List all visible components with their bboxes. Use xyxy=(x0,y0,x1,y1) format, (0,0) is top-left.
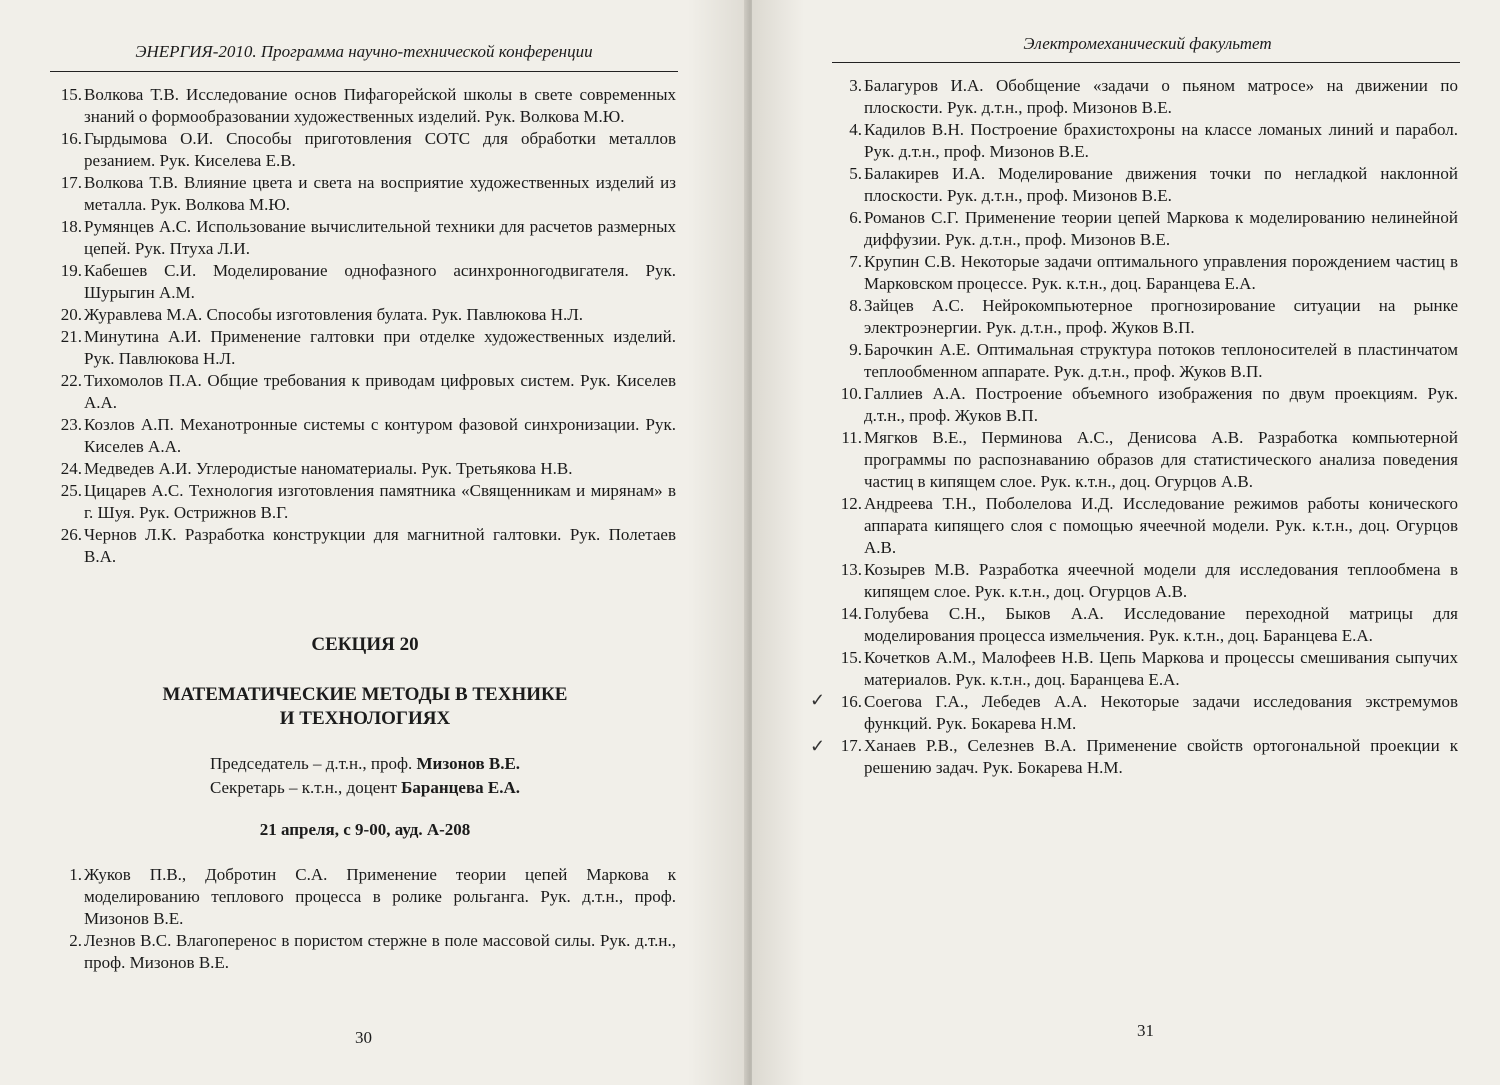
entry-number: 21. xyxy=(60,327,82,346)
entry-text: Галлиев А.А. Построение объемного изображения по двум проекциям. Рук. д.т.н., проф. Жуков В.П. xyxy=(864,384,1458,425)
entry-text: Козырев М.В. Разработка ячеечной модели для исследования теплообмена в кипящем слое. Рук. к.т.н., доц. Огурцов А.В. xyxy=(864,560,1458,601)
entry-text: Цицарев А.С. Технология изготовления памятника «Священникам и мирянам» в г. Шуя. Рук. Острижнов В.Г. xyxy=(84,481,676,522)
list-item xyxy=(836,251,1458,295)
list-item xyxy=(54,930,676,974)
entry-number: 25. xyxy=(60,481,82,500)
chairman-line xyxy=(54,752,676,776)
entry-number: 14. xyxy=(840,604,862,623)
entry-number: 26. xyxy=(60,525,82,544)
list-item xyxy=(54,864,676,930)
chairman-name: Мизонов В.Е. xyxy=(416,754,521,773)
list-item xyxy=(836,383,1458,427)
list-item xyxy=(836,493,1458,559)
chairman-prefix: Председатель – д.т.н., проф. xyxy=(209,754,417,773)
entry-number: 7. xyxy=(849,252,862,271)
entry-text: Балакирев И.А. Моделирование движения точки по негладкой наклонной плоскости. Рук. д.т.н., проф. Мизонов В.Е. xyxy=(864,164,1458,205)
section-officers xyxy=(54,752,676,800)
header-rule-right xyxy=(832,62,1460,63)
list-item xyxy=(54,260,676,304)
entry-number: 8. xyxy=(849,296,862,315)
entry-number: 22. xyxy=(60,371,82,390)
entry-text: Зайцев А.С. Нейрокомпьютерное прогнозирование ситуации на рынке электроэнергии. Рук. д.т.н., проф. Жуков В.П. xyxy=(864,296,1458,337)
secretary-name: Баранцева Е.А. xyxy=(401,778,521,797)
entry-text: Мягков В.Е., Перминова А.С., Денисова А.В. Разработка компьютерной программы по распознаванию образов для статистического анализа поведения частиц в кипящем слое. Рук. к.т.н., доц. Огурцов А.В. xyxy=(864,428,1458,491)
right-page xyxy=(752,0,1500,1085)
entry-text: Козлов А.П. Механотронные системы с контуром фазовой синхронизации. Рук. Киселев А.А. xyxy=(84,415,676,456)
entry-number: 15. xyxy=(60,85,82,104)
entry-number: 19. xyxy=(60,261,82,280)
entry-text: Романов С.Г. Применение теории цепей Маркова к моделированию нелинейной диффузии. Рук. д.т.н., проф. Мизонов В.Е. xyxy=(864,208,1458,249)
page-number-left: 30 xyxy=(355,1028,372,1047)
entry-text: Минутина А.И. Применение галтовки при отделке художественных изделий. Рук. Павлюкова Н.Л. xyxy=(84,327,676,368)
page-number-right: 31 xyxy=(1137,1021,1154,1040)
entry-text: Румянцев А.С. Использование вычислительной техники для расчетов размерных цепей. Рук. Птуха Л.И. xyxy=(84,217,676,258)
list-item xyxy=(836,207,1458,251)
section-title: СЕКЦИЯ 20 xyxy=(311,634,419,655)
pen-check-mark: ✓ xyxy=(810,736,826,756)
entry-list-right xyxy=(836,75,1458,779)
list-item xyxy=(836,119,1458,163)
entry-number: 11. xyxy=(841,428,862,447)
entry-number: 15. xyxy=(840,648,862,667)
running-header-left: ЭНЕРГИЯ-2010. Программа научно-технической конференции xyxy=(135,42,593,61)
entry-text: Балагуров И.А. Обобщение «задачи о пьяном матросе» на движении по плоскости. Рук. д.т.н., проф. Мизонов В.Е. xyxy=(864,76,1458,117)
entry-text: Соегова Г.А., Лебедев А.А. Некоторые задачи исследования экстремумов функций. Рук. Бокарева Н.М. xyxy=(864,692,1458,733)
header-rule-left xyxy=(50,71,678,72)
list-item xyxy=(54,216,676,260)
entry-number: 20. xyxy=(60,305,82,324)
list-item xyxy=(836,427,1458,493)
secretary-line xyxy=(54,776,676,800)
list-item xyxy=(836,295,1458,339)
entry-number: 5. xyxy=(849,164,862,183)
entry-number: 6. xyxy=(849,208,862,227)
entry-text: Жуков П.В., Добротин С.А. Применение теории цепей Маркова к моделированию теплового процесса в ролике рольганга. Рук. д.т.н., проф. Мизонов В.Е. xyxy=(84,865,676,928)
list-item xyxy=(836,339,1458,383)
list-item xyxy=(54,84,676,128)
entry-text: Ханаев Р.В., Селезнев В.А. Применение свойств ортогональной проекции к решению задач. Рук. Бокарева Н.М. xyxy=(864,736,1458,777)
list-item xyxy=(54,172,676,216)
list-item xyxy=(54,326,676,370)
entry-number: 12. xyxy=(840,494,862,513)
list-item xyxy=(836,163,1458,207)
list-item xyxy=(836,603,1458,647)
list-item xyxy=(54,128,676,172)
list-item xyxy=(836,647,1458,691)
entry-text: Гырдымова О.И. Способы приготовления СОТС для обработки металлов резанием. Рук. Киселева Е.В. xyxy=(84,129,676,170)
entry-text: Журавлева М.А. Способы изготовления булата. Рук. Павлюкова Н.Л. xyxy=(84,305,584,324)
entry-text: Крупин С.В. Некоторые задачи оптимального управления порождением частиц в Марковском процессе. Рук. к.т.н., доц. Баранцева Е.А. xyxy=(864,252,1458,293)
running-header-right: Электромеханический факультет xyxy=(1023,34,1272,53)
entry-text: Волкова Т.В. Исследование основ Пифагорейской школы в свете современных знаний о формообразовании художественных изделий. Рук. Волкова М.Ю. xyxy=(84,85,676,126)
entry-text: Чернов Л.К. Разработка конструкции для магнитной галтовки. Рук. Полетаев В.А. xyxy=(84,525,676,566)
pen-check-mark: ✓ xyxy=(810,690,826,710)
entry-text: Волкова Т.В. Влияние цвета и света на восприятие художественных изделий из металла. Рук. Волкова М.Ю. xyxy=(84,173,676,214)
entry-number: 9. xyxy=(849,340,862,359)
list-item xyxy=(836,735,1458,779)
list-item xyxy=(54,414,676,458)
entry-number: 16. xyxy=(840,692,862,711)
entry-text: Кадилов В.Н. Построение брахистохроны на классе ломаных линий и парабол. Рук. д.т.н., проф. Мизонов В.Е. xyxy=(864,120,1458,161)
section-name-line2: И ТЕХНОЛОГИЯХ xyxy=(279,708,451,729)
list-item xyxy=(54,524,676,568)
entry-number: 16. xyxy=(60,129,82,148)
list-item xyxy=(54,370,676,414)
entry-text: Андреева Т.Н., Поболелова И.Д. Исследование режимов работы конического аппарата кипящего слоя с помощью ячеечной модели. Рук. к.т.н., доц. Огурцов А.В. xyxy=(864,494,1458,557)
entry-number: 18. xyxy=(60,217,82,236)
entry-number: 10. xyxy=(840,384,862,403)
entry-number: 3. xyxy=(849,76,862,95)
entry-number: 1. xyxy=(69,865,82,884)
list-item xyxy=(54,304,676,326)
entry-list-left-section20 xyxy=(54,864,676,974)
entry-list-left xyxy=(54,84,676,568)
section-name-line1: МАТЕМАТИЧЕСКИЕ МЕТОДЫ В ТЕХНИКЕ xyxy=(162,684,568,705)
entry-number: 24. xyxy=(60,459,82,478)
entry-number: 13. xyxy=(840,560,862,579)
entry-number: 4. xyxy=(849,120,862,139)
list-item xyxy=(54,458,676,480)
entry-number: 17. xyxy=(840,736,862,755)
secretary-prefix: Секретарь – к.т.н., доцент xyxy=(209,778,402,797)
session-info: 21 апреля, с 9-00, ауд. А-208 xyxy=(259,820,471,839)
entry-text: Медведев А.И. Углеродистые наноматериалы. Рук. Третьякова Н.В. xyxy=(84,459,573,478)
entry-text: Голубева С.Н., Быков А.А. Исследование переходной матрицы для моделирования процесса измельчения. Рук. к.т.н., доц. Баранцева Е.А. xyxy=(864,604,1458,645)
list-item xyxy=(836,75,1458,119)
entry-text: Кочетков А.М., Малофеев Н.В. Цепь Маркова и процессы смешивания сыпучих материалов. Рук. к.т.н., доц. Баранцева Е.А. xyxy=(864,648,1458,689)
list-item xyxy=(54,480,676,524)
section-name xyxy=(54,683,676,731)
entry-text: Лезнов В.С. Влагоперенос в пористом стержне в поле массовой силы. Рук. д.т.н., проф. Мизонов В.Е. xyxy=(84,931,676,972)
entry-number: 2. xyxy=(69,931,82,950)
list-item xyxy=(836,691,1458,735)
entry-text: Барочкин А.Е. Оптимальная структура потоков теплоносителей в пластинчатом теплообменном аппарате. Рук. д.т.н., проф. Жуков В.П. xyxy=(864,340,1458,381)
entry-number: 23. xyxy=(60,415,82,434)
entry-number: 17. xyxy=(60,173,82,192)
entry-text: Тихомолов П.А. Общие требования к приводам цифровых систем. Рук. Киселев А.А. xyxy=(84,371,676,412)
list-item xyxy=(836,559,1458,603)
entry-text: Кабешев С.И. Моделирование однофазного асинхронногодвигателя. Рук. Шурыгин А.М. xyxy=(84,261,676,302)
left-page xyxy=(0,0,748,1085)
